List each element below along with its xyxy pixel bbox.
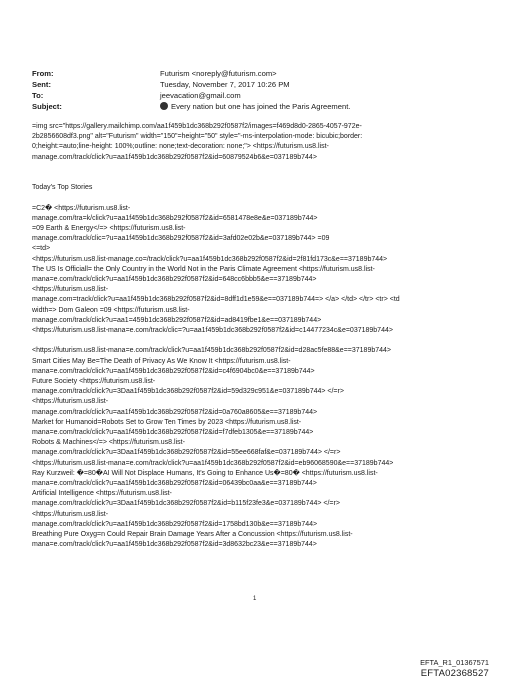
sent-row [32,79,350,90]
body-line: width=> Dom Galeon =09 <https://futurism.us8.list- [32,306,190,314]
body-line: Breathing Pure Oxyg=n Could Repair Brain Damage Years After a Concussion <https://futurism.us8.list- [32,531,353,539]
from-label: From: [32,69,54,78]
body-line: <https://futurism.us8.list- [32,398,109,406]
to-label: To: [32,91,44,100]
body-line: manage.com/track/click?u=aa1=459b1dc368b292f0587f2&id=ad8419fbe1&e==037189b744> [32,316,322,324]
page-number: 1 [253,596,257,602]
body-line: mana=e.com/track/click?u=aa1f459b1dc368b292f0587f2&id=f7dfeb1305&e==37189b744> [32,429,314,437]
body-line: Robots & Machines</=> <https://futurism.us8.list- [32,439,185,447]
body-line: <https://futurism.us8.list-manage.co=/track/click?u=aa1f459b1dc368b292f0587f2&id=2f81fd173c&e==37189b744> [32,255,388,263]
to-row [32,90,350,101]
blank-line [32,193,484,203]
subject-label: Subject: [32,102,62,111]
body-line: mana=e.com/track/click?u=aa1f459b1dc368b292f0587f2&id=06439bc0aa&e==37189b744> [32,480,317,488]
body-line: Today's Top Stories [32,184,93,192]
body-line: Smart Cities May Be=The Death of Privacy As We Know It <https://futurism.us8.list- [32,357,291,365]
from-value: Futurism <noreply@futurism.com> [160,69,277,78]
body-line: Ray Kurzweil: �=80�AI Will Not Displace Humans, It's Going to Enhance Us�=80� <https://futurism.us8.list- [32,469,378,477]
body-line: =C2� <https://futurism.us8.list- [32,204,131,212]
body-line: =img src="https://gallery.mailchimp.com/aa1f459b1dc368b292f0587f2/images=f469d8d0-2865-4057-972e- [32,123,362,130]
to-value: jeevacation@gmail.com [160,91,241,100]
body-line: 0;height:=auto;line-height: 100%;outline: none;text-decoration: none;"> <https://futurism.us8.list- [32,143,329,151]
footer-ref-1: EFTA_R1_01367571 [420,658,489,667]
body-line: manage.com/track/click?u=3Daa1f459b1dc368b292f0587f2&id=59d329c951&e=037189b744> </=r> [32,388,344,396]
subject-value [160,101,350,112]
from-row [32,68,350,79]
body-line: mana=e.com/track/click?u=aa1f459b1dc368b292f0587f2&id=3d8632bc23&e==37189b744> [32,541,317,549]
body-line: manage.com/tra=k/click?u=aa1f459b1dc368b292f0587f2&id=6581478e8e&e=037189b744> [32,214,318,222]
body-line: manage.com/track/click?u=aa1f459b1dc368b292f0587f2&id=60879524b6&e=037189b744> [32,153,317,161]
body-line: <https://futurism.us8.list-mana=e.com/track/clic=?u=aa1f459b1dc368b292f0587f2&id=c14477234c&e=037189b744> [32,327,393,335]
sent-label: Sent: [32,80,51,89]
body-line: mana=e.com/track/click?u=aa1f459b1dc368b292f0587f2&id=648cc6bbb5&e==37189b744> [32,276,317,283]
body-line: 2b2856608df3.png" alt="Futurism" width="150"=height="50" style="-ms-interpolation-mode: bicubic;border: [32,133,363,141]
body-line: manage.com/track/click?u=aa1f459b1dc368b292f0587f2&id=1758bd130b&e==37189b744> [32,520,318,528]
body-line: manage.com/track/click?u=3Daa1f459b1dc368b292f0587f2&id=b115f23fe3&e=037189b744> </=r> [32,500,340,508]
body-line: Future Society <https://futurism.us8.list- [32,378,156,386]
body-line: <https://futurism.us8.list-mana=e.com/track/click?u=aa1f459b1dc368b292f0587f2&id=d28ac5fe88&e==37189b744> [32,347,392,355]
body-line: manage.com/track/click?u=aa1f459b1dc368b292f0587f2&id=0a760a8605&e==37189b744> [32,408,318,416]
body-line: <https://futurism.us8.list-mana=e.com/track/click?u=aa1f459b1dc368b292f0587f2&id=eb96068590&e==37189b744> [32,459,394,467]
body-line: <https://futurism.us8.list- [32,510,109,518]
body-line: <https://futurism.us8.list- [32,286,109,294]
subject-text: Every nation but one has joined the Paris Agreement. [171,102,351,111]
body-line: <=td> [32,245,51,253]
blank-line [32,163,484,173]
globe-icon [160,102,168,110]
blank-line [32,336,484,346]
subject-row [32,101,350,112]
footer-ref-2: EFTA02368527 [420,668,489,679]
email-header [32,68,350,112]
email-body [32,122,484,550]
body-line: manage.com=track/click?u=aa1f459b1dc368b292f0587f2&id=8dff1d1e59&e==037189b744=> </a> </td> </tr> <tr> <td [32,296,400,304]
body-line: manage.com/track/clic=?u=aa1f459b1dc368b292f0587f2&id=3afd02e02b&e=037189b744> =09 [32,235,330,243]
body-line: =09 Earth & Energy</=> <https://futurism.us8.list- [32,224,186,232]
body-line: Market for Humanoid=Robots Set to Grow Ten Times by 2023 <https://futurism.us8.list- [32,418,302,426]
body-line: mana=e.com/track/click?u=aa1f459b1dc368b292f0587f2&id=c4f6904bc0&e==37189b744> [32,367,315,375]
body-line: The US Is Officiall= the Only Country in the World Not in the Paris Climate Agreement <https://futurism.us8.list- [32,265,375,273]
blank-line [32,173,484,183]
sent-value: Tuesday, November 7, 2017 10:26 PM [160,80,290,89]
body-line: manage.com/track/click?u=3Daa1f459b1dc368b292f0587f2&id=55ee668faf&e=037189b744> </=r> [32,449,341,457]
body-line: Artificial Intelligence <https://futurism.us8.list- [32,490,172,498]
